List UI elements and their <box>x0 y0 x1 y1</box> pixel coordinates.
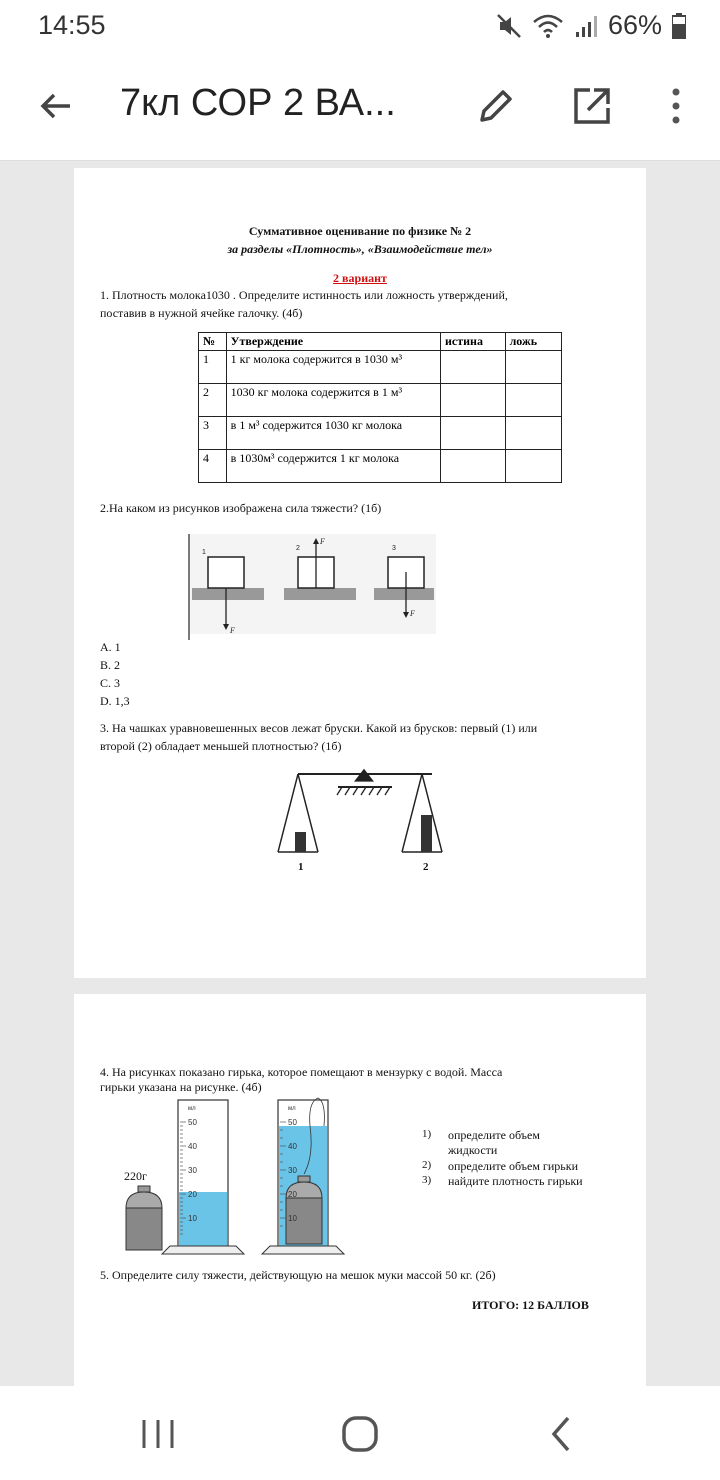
row-number: 3 <box>199 417 227 450</box>
pan-label-2: 2 <box>423 861 429 873</box>
task-2-number: 2) <box>422 1159 432 1171</box>
row-statement: в 1 м³ содержится 1030 кг молока <box>226 417 440 450</box>
doc-subtitle: за разделы «Плотность», «Взаимодействие тел» <box>227 242 493 256</box>
chevron-left-icon <box>540 1414 584 1454</box>
false-cell[interactable] <box>505 384 561 417</box>
document-title: 7кл СОР 2 ВА... <box>120 82 396 124</box>
true-cell[interactable] <box>440 384 505 417</box>
task-1-number: 1) <box>422 1128 432 1140</box>
q4-text-line2: гирьки указана на рисунке. (4б) <box>100 1080 262 1094</box>
cyl2-tick-40: 40 <box>288 1142 297 1151</box>
fig-label-1: 1 <box>202 549 206 556</box>
table-header-row <box>199 333 562 351</box>
document-page-1[interactable] <box>74 168 646 978</box>
false-cell[interactable] <box>505 417 561 450</box>
force-label-3: F <box>410 609 415 618</box>
back-nav-button[interactable] <box>540 1414 584 1454</box>
home-button[interactable] <box>338 1414 382 1454</box>
system-nav-bar <box>0 1386 720 1480</box>
cyl2-unit: мл <box>288 1106 296 1112</box>
mute-icon <box>496 13 522 39</box>
q2-text: 2.На каком из рисунков изображена сила тяжести? (1б) <box>100 501 382 515</box>
false-cell[interactable] <box>505 351 561 384</box>
task-1-text: определите объем <box>448 1128 540 1142</box>
cyl2-tick-10: 10 <box>288 1214 297 1223</box>
edit-button[interactable] <box>472 82 520 130</box>
document-page-2[interactable] <box>74 994 646 1386</box>
balance-scale-figure <box>274 762 454 874</box>
force-label-2: F <box>320 537 325 546</box>
col-statement: Утверждение <box>226 333 440 351</box>
table-row <box>199 351 562 384</box>
row-number: 4 <box>199 450 227 483</box>
more-options-button[interactable] <box>652 82 700 130</box>
gravity-force-figure <box>186 534 438 640</box>
force-label-1: F <box>230 626 235 635</box>
q4-text-line1: 4. На рисунках показано гирька, которое помещают в мензурку с водой. Масса <box>100 1065 503 1079</box>
weight-label: 220г <box>124 1169 147 1183</box>
arrow-back-icon <box>36 86 76 126</box>
cyl2-tick-20: 20 <box>288 1190 297 1199</box>
cyl1-tick-30: 30 <box>188 1166 197 1175</box>
back-button[interactable] <box>32 82 80 130</box>
signal-icon <box>574 14 598 38</box>
cyl1-tick-10: 10 <box>188 1214 197 1223</box>
battery-percent: 66% <box>607 10 662 40</box>
status-time: 14:55 <box>38 10 106 40</box>
false-cell[interactable] <box>505 450 561 483</box>
q5-text: 5. Определите силу тяжести, действующую на мешок муки массой 50 кг. (2б) <box>100 1268 496 1282</box>
doc-title: Суммативное оценивание по физике № 2 <box>248 224 472 238</box>
table-row <box>199 384 562 417</box>
q2-option-a: A. 1 <box>100 640 121 654</box>
statements-table <box>198 332 562 483</box>
task-3-number: 3) <box>422 1174 432 1186</box>
cyl2-tick-30: 30 <box>288 1166 297 1175</box>
q1-text-line1: 1. Плотность молока1030 . Определите истинность или ложность утверждений, <box>100 288 508 302</box>
battery-icon <box>672 13 686 39</box>
row-statement: в 1030м³ содержится 1 кг молока <box>226 450 440 483</box>
variant-label: 2 вариант <box>333 271 387 285</box>
cyl1-unit: мл <box>188 1106 196 1112</box>
pan-label-1: 1 <box>298 861 304 873</box>
cyl1-tick-40: 40 <box>188 1142 197 1151</box>
recent-apps-button[interactable] <box>136 1414 180 1454</box>
col-true: истина <box>440 333 505 351</box>
cyl1-tick-50: 50 <box>188 1118 197 1127</box>
col-number: № <box>199 333 227 351</box>
q2-option-b: B. 2 <box>100 658 121 672</box>
task-2-text: определите объем гирьки <box>448 1159 579 1173</box>
col-false: ложь <box>505 333 561 351</box>
measuring-cylinders-figure <box>118 1096 358 1256</box>
recent-apps-icon <box>136 1414 180 1454</box>
fig-label-2: 2 <box>296 545 300 552</box>
status-icons <box>496 10 686 41</box>
more-vert-icon <box>666 86 686 126</box>
open-external-button[interactable] <box>568 82 616 130</box>
total-score: ИТОГО: 12 БАЛЛОВ <box>472 1298 589 1312</box>
cyl1-tick-20: 20 <box>188 1190 197 1199</box>
q2-option-d: D. 1,3 <box>100 694 130 708</box>
row-number: 1 <box>199 351 227 384</box>
fig-label-3: 3 <box>392 545 396 552</box>
row-number: 2 <box>199 384 227 417</box>
table-row <box>199 450 562 483</box>
task-1-text-cont: жидкости <box>448 1143 498 1157</box>
table-row <box>199 417 562 450</box>
true-cell[interactable] <box>440 351 505 384</box>
q3-text-line1: 3. На чашках уравновешенных весов лежат бруски. Какой из брусков: первый (1) или <box>100 721 538 735</box>
q3-text-line2: второй (2) обладает меньшей плотностью? (1б) <box>100 739 342 753</box>
pencil-icon <box>476 86 516 126</box>
true-cell[interactable] <box>440 450 505 483</box>
task-3-text: найдите плотность гирьки <box>448 1174 583 1188</box>
row-statement: 1030 кг молока содержится в 1 м³ <box>226 384 440 417</box>
true-cell[interactable] <box>440 417 505 450</box>
wifi-icon <box>532 13 564 39</box>
status-bar <box>0 0 720 52</box>
cyl2-tick-50: 50 <box>288 1118 297 1127</box>
home-icon <box>338 1414 382 1454</box>
open-in-new-icon <box>572 86 612 126</box>
q1-text-line2: поставив в нужной ячейке галочку. (4б) <box>100 306 303 320</box>
q2-option-c: C. 3 <box>100 676 121 690</box>
app-bar <box>0 52 720 161</box>
row-statement: 1 кг молока содержится в 1030 м³ <box>226 351 440 384</box>
